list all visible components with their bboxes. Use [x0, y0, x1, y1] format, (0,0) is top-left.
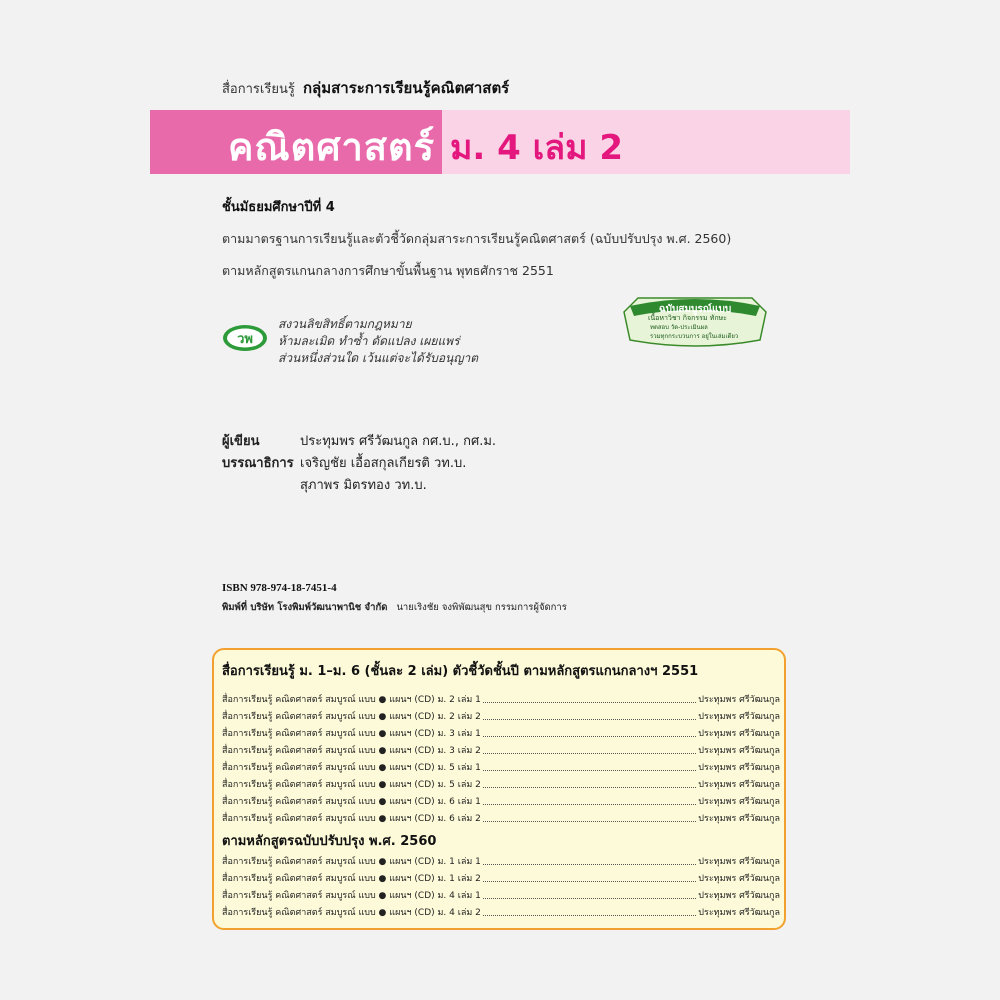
catalog-entry-title: สื่อการเรียนรู้ คณิตศาสตร์ สมบูรณ์ แบบ ● แผนฯ (CD) ม. 2 เล่ม 2: [222, 711, 481, 722]
series-prefix: สื่อการเรียนรู้: [222, 82, 295, 97]
catalog-entry-author: ประทุมพร ศรีวัฒนกูล: [698, 907, 780, 918]
dot-leader: [483, 873, 696, 882]
printer-line: [222, 600, 567, 615]
catalog-entry-title: สื่อการเรียนรู้ คณิตศาสตร์ สมบูรณ์ แบบ ● แผนฯ (CD) ม. 6 เล่ม 1: [222, 796, 481, 807]
catalog-entry: [222, 886, 780, 903]
catalog-entry: [222, 724, 780, 741]
catalog-entry-author: ประทุมพร ศรีวัฒนกูล: [698, 779, 780, 790]
dot-leader: [483, 728, 696, 737]
dot-leader: [483, 745, 696, 754]
catalog-heading: สื่อการเรียนรู้ ม. 1–ม. 6 (ชั้นละ 2 เล่ม) ตัวชี้วัดชั้นปี ตามหลักสูตรแกนกลางฯ 2551: [222, 664, 699, 679]
catalog-entry-title: สื่อการเรียนรู้ คณิตศาสตร์ สมบูรณ์ แบบ ● แผนฯ (CD) ม. 5 เล่ม 2: [222, 779, 481, 790]
catalog-entry-author: ประทุมพร ศรีวัฒนกูล: [698, 745, 780, 756]
catalog-entry: [222, 792, 780, 809]
grade-level: ชั้นมัธยมศึกษาปีที่ 4: [222, 200, 335, 215]
catalog-entry-author: ประทุมพร ศรีวัฒนกูล: [698, 694, 780, 705]
catalog-box: [212, 648, 786, 930]
copyright-line: สงวนลิขสิทธิ์ตามกฎหมาย: [278, 317, 412, 331]
catalog-entry-title: สื่อการเรียนรู้ คณิตศาสตร์ สมบูรณ์ แบบ ● แผนฯ (CD) ม. 2 เล่ม 1: [222, 694, 481, 705]
catalog-list: [222, 690, 780, 826]
book-volume: ม. 4 เล่ม 2: [450, 128, 624, 168]
catalog-entry: [222, 852, 780, 869]
dot-leader: [483, 762, 696, 771]
wp-logo-text: วพ: [237, 332, 253, 347]
curriculum-standard: ตามมาตรฐานการเรียนรู้และตัวชี้วัดกลุ่มสาระการเรียนรู้คณิตศาสตร์ (ฉบับปรับปรุง พ.ศ. 2560): [222, 231, 732, 246]
catalog-entry-author: ประทุมพร ศรีวัฒนกูล: [698, 813, 780, 824]
catalog-entry-author: ประทุมพร ศรีวัฒนกูล: [698, 856, 780, 867]
badge-line: รวมทุกกระบวนการ อยู่ในเล่มเดียว: [650, 333, 739, 340]
credit-name: ประทุมพร ศรีวัฒนกูล กศ.บ., กศ.ม.: [300, 434, 497, 449]
catalog-entry: [222, 775, 780, 792]
wp-logo-icon: [222, 324, 268, 352]
catalog-entry-title: สื่อการเรียนรู้ คณิตศาสตร์ สมบูรณ์ แบบ ● แผนฯ (CD) ม. 4 เล่ม 2: [222, 907, 481, 918]
catalog-entry: [222, 809, 780, 826]
catalog-entry-author: ประทุมพร ศรีวัฒนกูล: [698, 728, 780, 739]
credit-role: ผู้เขียน: [222, 434, 260, 449]
badge-line: ทดสอบ วัด-ประเมินผล: [650, 324, 708, 331]
book-title: คณิตศาสตร์: [228, 125, 436, 169]
copyright-line: ห้ามละเมิด ทำซ้ำ ดัดแปลง เผยแพร่: [278, 334, 460, 348]
catalog-entry-author: ประทุมพร ศรีวัฒนกูล: [698, 762, 780, 773]
core-curriculum: ตามหลักสูตรแกนกลางการศึกษาขั้นพื้นฐาน พุทธศักราช 2551: [222, 263, 554, 278]
series-name: กลุ่มสาระการเรียนรู้คณิตศาสตร์: [302, 79, 510, 97]
isbn: ISBN 978-974-18-7451-4: [222, 582, 337, 594]
badge-line: เนื้อหาวิชา กิจกรรม ทักษะ: [648, 314, 727, 322]
credit-role: บรรณาธิการ: [222, 456, 294, 471]
printer-label: พิมพ์ที่ บริษัท โรงพิมพ์วัฒนาพานิช จำกัด: [222, 602, 388, 613]
credit-name: เจริญชัย เอื้อสกุลเกียรติ วท.บ.: [300, 456, 467, 471]
catalog-entry: [222, 758, 780, 775]
dot-leader: [483, 779, 696, 788]
catalog-entry-author: ประทุมพร ศรีวัฒนกูล: [698, 873, 780, 884]
dot-leader: [483, 890, 696, 899]
catalog-entry-title: สื่อการเรียนรู้ คณิตศาสตร์ สมบูรณ์ แบบ ● แผนฯ (CD) ม. 5 เล่ม 1: [222, 762, 481, 773]
catalog-entry-title: สื่อการเรียนรู้ คณิตศาสตร์ สมบูรณ์ แบบ ● แผนฯ (CD) ม. 3 เล่ม 1: [222, 728, 481, 739]
dot-leader: [483, 907, 696, 916]
catalog-heading: ตามหลักสูตรฉบับปรับปรุง พ.ศ. 2560: [222, 834, 437, 849]
catalog-entry: [222, 690, 780, 707]
badge-title: ฉบับสมบูรณ์แบบ: [658, 304, 732, 315]
series-line: [222, 76, 509, 100]
dot-leader: [483, 711, 696, 720]
credit-name: สุภาพร มิตรทอง วท.บ.: [300, 478, 427, 493]
catalog-entry: [222, 741, 780, 758]
catalog-entry-author: ประทุมพร ศรีวัฒนกูล: [698, 890, 780, 901]
catalog-entry-title: สื่อการเรียนรู้ คณิตศาสตร์ สมบูรณ์ แบบ ● แผนฯ (CD) ม. 6 เล่ม 2: [222, 813, 481, 824]
copyright-notice: [278, 316, 478, 367]
catalog-entry: [222, 707, 780, 724]
catalog-list: [222, 852, 780, 920]
printer-manager: นายเริงชัย จงพิพัฒนสุข กรรมการผู้จัดการ: [396, 602, 567, 613]
catalog-entry-author: ประทุมพร ศรีวัฒนกูล: [698, 796, 780, 807]
dot-leader: [483, 813, 696, 822]
dot-leader: [483, 796, 696, 805]
catalog-entry-title: สื่อการเรียนรู้ คณิตศาสตร์ สมบูรณ์ แบบ ● แผนฯ (CD) ม. 1 เล่ม 2: [222, 873, 481, 884]
catalog-entry-title: สื่อการเรียนรู้ คณิตศาสตร์ สมบูรณ์ แบบ ● แผนฯ (CD) ม. 4 เล่ม 1: [222, 890, 481, 901]
title-band: [150, 110, 850, 174]
catalog-entry-title: สื่อการเรียนรู้ คณิตศาสตร์ สมบูรณ์ แบบ ● แผนฯ (CD) ม. 1 เล่ม 1: [222, 856, 481, 867]
catalog-entry: [222, 903, 780, 920]
dot-leader: [483, 694, 696, 703]
dot-leader: [483, 856, 696, 865]
catalog-entry-title: สื่อการเรียนรู้ คณิตศาสตร์ สมบูรณ์ แบบ ● แผนฯ (CD) ม. 3 เล่ม 2: [222, 745, 481, 756]
copyright-line: ส่วนหนึ่งส่วนใด เว้นแต่จะได้รับอนุญาต: [278, 351, 479, 365]
catalog-entry: [222, 869, 780, 886]
catalog-entry-author: ประทุมพร ศรีวัฒนกูล: [698, 711, 780, 722]
